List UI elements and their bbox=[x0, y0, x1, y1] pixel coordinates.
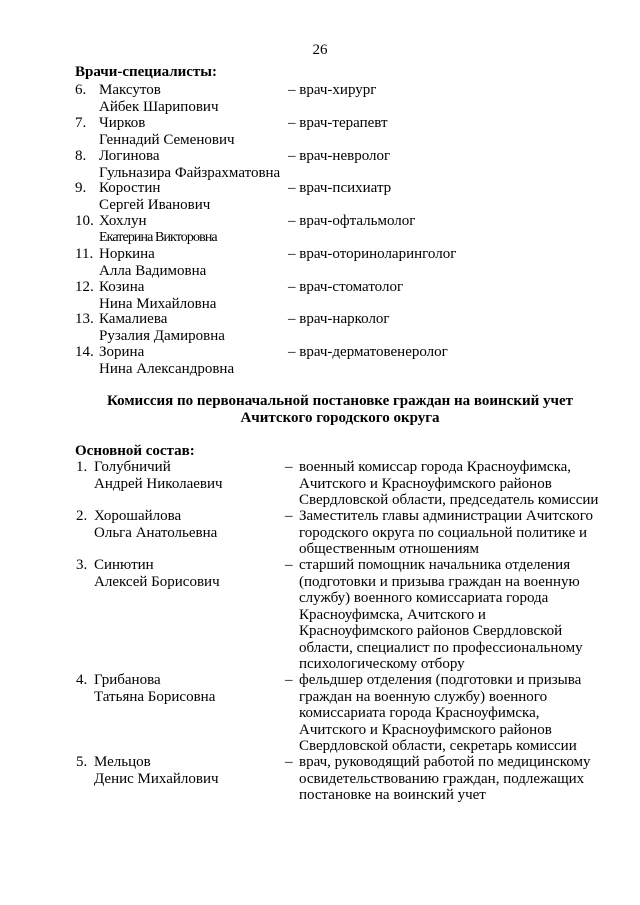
person-name: Зорина Нина Александровна bbox=[99, 344, 235, 377]
person-role: – врач-нарколог bbox=[288, 311, 390, 327]
person-role: – врач-хирург bbox=[288, 82, 377, 98]
item-number: 14. bbox=[75, 344, 94, 360]
person-role: – врач-дерматовенеролог bbox=[288, 344, 448, 360]
person-name: Норкина Алла Вадимовна bbox=[99, 246, 207, 279]
person-role: – военный комиссар города Красноуфимска, Ачитского и Красноуфимского районов Свердловской области, председатель комиссии bbox=[285, 459, 599, 508]
item-number: 1. bbox=[76, 459, 88, 475]
person-name: Максутов Айбек Шарипович bbox=[99, 82, 219, 115]
item-number: 10. bbox=[75, 213, 94, 229]
item-number: 3. bbox=[76, 557, 88, 573]
person-name: Грибанова Татьяна Борисовна bbox=[94, 672, 216, 705]
person-role: – врач, руководящий работой по медицинскому освидетельствованию граждан, подлежащих постановке на воинский учет bbox=[285, 754, 591, 803]
item-number: 7. bbox=[75, 115, 87, 131]
commission-title: Комиссия по первоначальной постановке граждан на воинский учет Ачитского городского округа bbox=[107, 393, 573, 426]
person-role: – Заместитель главы администрации Ачитского городского округа по социальной политике и общественным отношениям bbox=[285, 508, 594, 557]
person-name: Голубничий Андрей Николаевич bbox=[94, 459, 223, 492]
person-role: – врач-невролог bbox=[288, 148, 391, 164]
main-composition-heading: Основной состав: bbox=[75, 443, 195, 459]
person-name: Хорошайлова Ольга Анатольевна bbox=[94, 508, 218, 541]
person-name: Логинова Гульназира Файзрахматовна bbox=[99, 148, 281, 181]
person-name: Хохлун Екатерина Викторовна bbox=[99, 213, 217, 245]
person-role: – врач-психиатр bbox=[288, 180, 392, 196]
item-number: 8. bbox=[75, 148, 87, 164]
person-role: – врач-офтальмолог bbox=[288, 213, 416, 229]
item-number: 6. bbox=[75, 82, 87, 98]
person-role: – врач-стоматолог bbox=[288, 279, 404, 295]
person-name: Камалиева Рузалия Дамировна bbox=[99, 311, 225, 344]
person-name: Синютин Алексей Борисович bbox=[94, 557, 220, 590]
item-number: 12. bbox=[75, 279, 94, 295]
item-number: 11. bbox=[75, 246, 94, 262]
person-name: Чирков Геннадий Семенович bbox=[99, 115, 235, 148]
person-name: Мельцов Денис Михайлович bbox=[94, 754, 219, 787]
item-number: 5. bbox=[76, 754, 88, 770]
item-number: 13. bbox=[75, 311, 94, 327]
person-name: Козина Нина Михайловна bbox=[99, 279, 217, 312]
item-number: 2. bbox=[76, 508, 88, 524]
page-number: 26 bbox=[312, 42, 328, 58]
person-role: – врач-оториноларинголог bbox=[288, 246, 457, 262]
person-name: Коростин Сергей Иванович bbox=[99, 180, 211, 213]
item-number: 4. bbox=[76, 672, 88, 688]
person-role: – старший помощник начальника отделения (подготовки и призыва граждан на военную службу) военного комиссариата города Красноуфимска, Ачитского и Красноуфимского районов Свердловской области, специалист по профессиональному психологическому отбору bbox=[285, 557, 583, 672]
item-number: 9. bbox=[75, 180, 87, 196]
person-role: – врач-терапевт bbox=[288, 115, 388, 131]
specialists-heading: Врачи-специалисты: bbox=[75, 64, 218, 80]
person-role: – фельдшер отделения (подготовки и призыва граждан на военную службу) военного комиссариата города Красноуфимска, Ачитского и Красноуфимского районов Свердловской области, секретарь комиссии bbox=[285, 672, 582, 754]
